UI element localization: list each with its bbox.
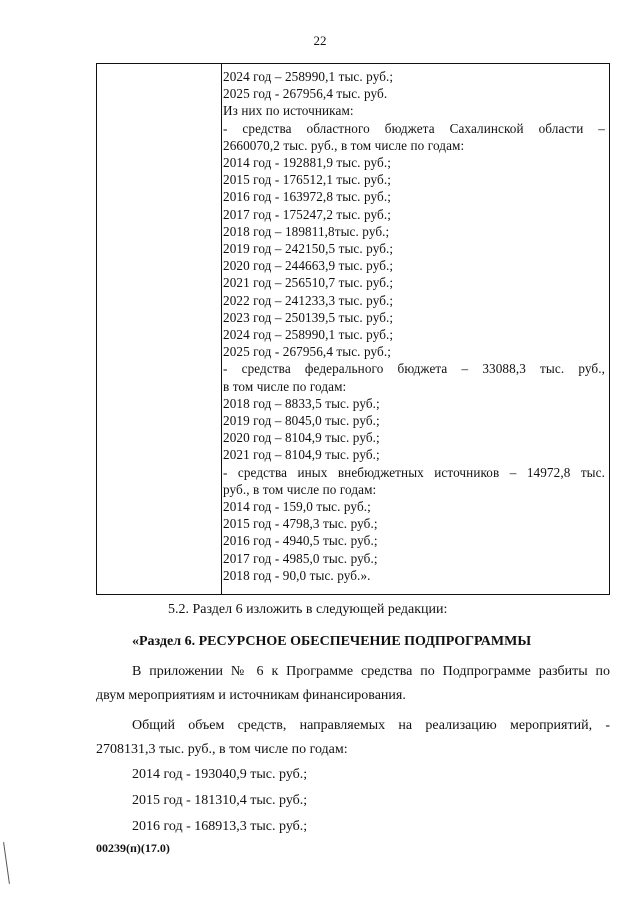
paragraph-line: 2708131,3 тыс. руб., в том числе по годам:: [96, 742, 348, 757]
table-line: 2024 год – 258990,1 тыс. руб.;: [223, 69, 394, 84]
year-line: 2016 год - 168913,3 тыс. руб.;: [132, 819, 308, 834]
table-line: 2022 год – 241233,3 тыс. руб.;: [223, 292, 394, 308]
resource-table: [96, 63, 610, 595]
table-line: 2016 год - 163972,8 тыс. руб.;: [223, 189, 391, 205]
table-line: 2020 год – 244663,9 тыс. руб.;: [223, 258, 394, 274]
table-line: 2017 год - 4985,0 тыс. руб.;: [223, 550, 378, 566]
section-heading: «Раздел 6. РЕСУРСНОЕ ОБЕСПЕЧЕНИЕ ПОДПРОГРАММЫ: [132, 634, 532, 649]
year-line: 2015 год - 181310,4 тыс. руб.;: [132, 793, 308, 808]
table-line: 2023 год – 250139,5 тыс. руб.;: [223, 309, 394, 325]
year-line: 2014 год - 193040,9 тыс. руб.;: [132, 767, 308, 782]
table-line: Из них по источникам:: [223, 103, 354, 119]
table-line: 2021 год – 256510,7 тыс. руб.;: [223, 275, 394, 291]
table-line: в том числе по годам:: [223, 378, 347, 394]
table-line: 2025 год - 267956,4 тыс. руб.: [223, 86, 388, 102]
table-line: 2015 год - 176512,1 тыс. руб.;: [223, 172, 391, 188]
table-line: 2020 год – 8104,9 тыс. руб.;: [223, 430, 380, 446]
table-left-column: [97, 64, 222, 594]
table-line: - средства федерального бюджета – 33088,3 тыс. руб.,: [223, 361, 605, 377]
page-number: 22: [313, 33, 327, 48]
margin-mark: [3, 842, 10, 884]
document-code: 00239(п)(17.0): [96, 841, 170, 855]
table-line: 2017 год - 175247,2 тыс. руб.;: [223, 206, 391, 222]
paragraph-line: двум мероприятиям и источникам финансирования.: [96, 688, 406, 703]
clause-text: 5.2. Раздел 6 изложить в следующей редакции:: [168, 602, 448, 617]
table-line: 2016 год - 4940,5 тыс. руб.;: [223, 533, 378, 549]
table-line: 2018 год – 8833,5 тыс. руб.;: [223, 395, 380, 411]
table-line: 2014 год - 192881,9 тыс. руб.;: [223, 155, 391, 171]
table-line: 2014 год - 159,0 тыс. руб.;: [223, 499, 371, 515]
paragraph-line: В приложении № 6 к Программе средства по Подпрограмме разбиты по: [132, 664, 610, 679]
table-line: руб., в том числе по годам:: [223, 481, 377, 497]
table-right-column: [223, 68, 605, 584]
table-line: 2018 год - 90,0 тыс. руб.».: [223, 567, 371, 583]
table-line: 2021 год – 8104,9 тыс. руб.;: [223, 447, 380, 463]
table-line: 2018 год – 189811,8тыс. руб.;: [223, 223, 390, 239]
table-line: 2024 год – 258990,1 тыс. руб.;: [223, 327, 394, 343]
table-line: - средства иных внебюджетных источников – 14972,8 тыс.: [223, 464, 605, 480]
table-line: 2660070,2 тыс. руб., в том числе по годам:: [223, 137, 465, 153]
paragraph-line: Общий объем средств, направляемых на реализацию мероприятий, -: [132, 718, 610, 733]
table-line: 2015 год - 4798,3 тыс. руб.;: [223, 516, 378, 532]
table-line: 2019 год – 242150,5 тыс. руб.;: [223, 241, 394, 257]
table-line: 2025 год - 267956,4 тыс. руб.;: [223, 344, 391, 360]
table-line: - средства областного бюджета Сахалинской области –: [223, 120, 605, 136]
table-line: 2019 год – 8045,0 тыс. руб.;: [223, 413, 380, 429]
